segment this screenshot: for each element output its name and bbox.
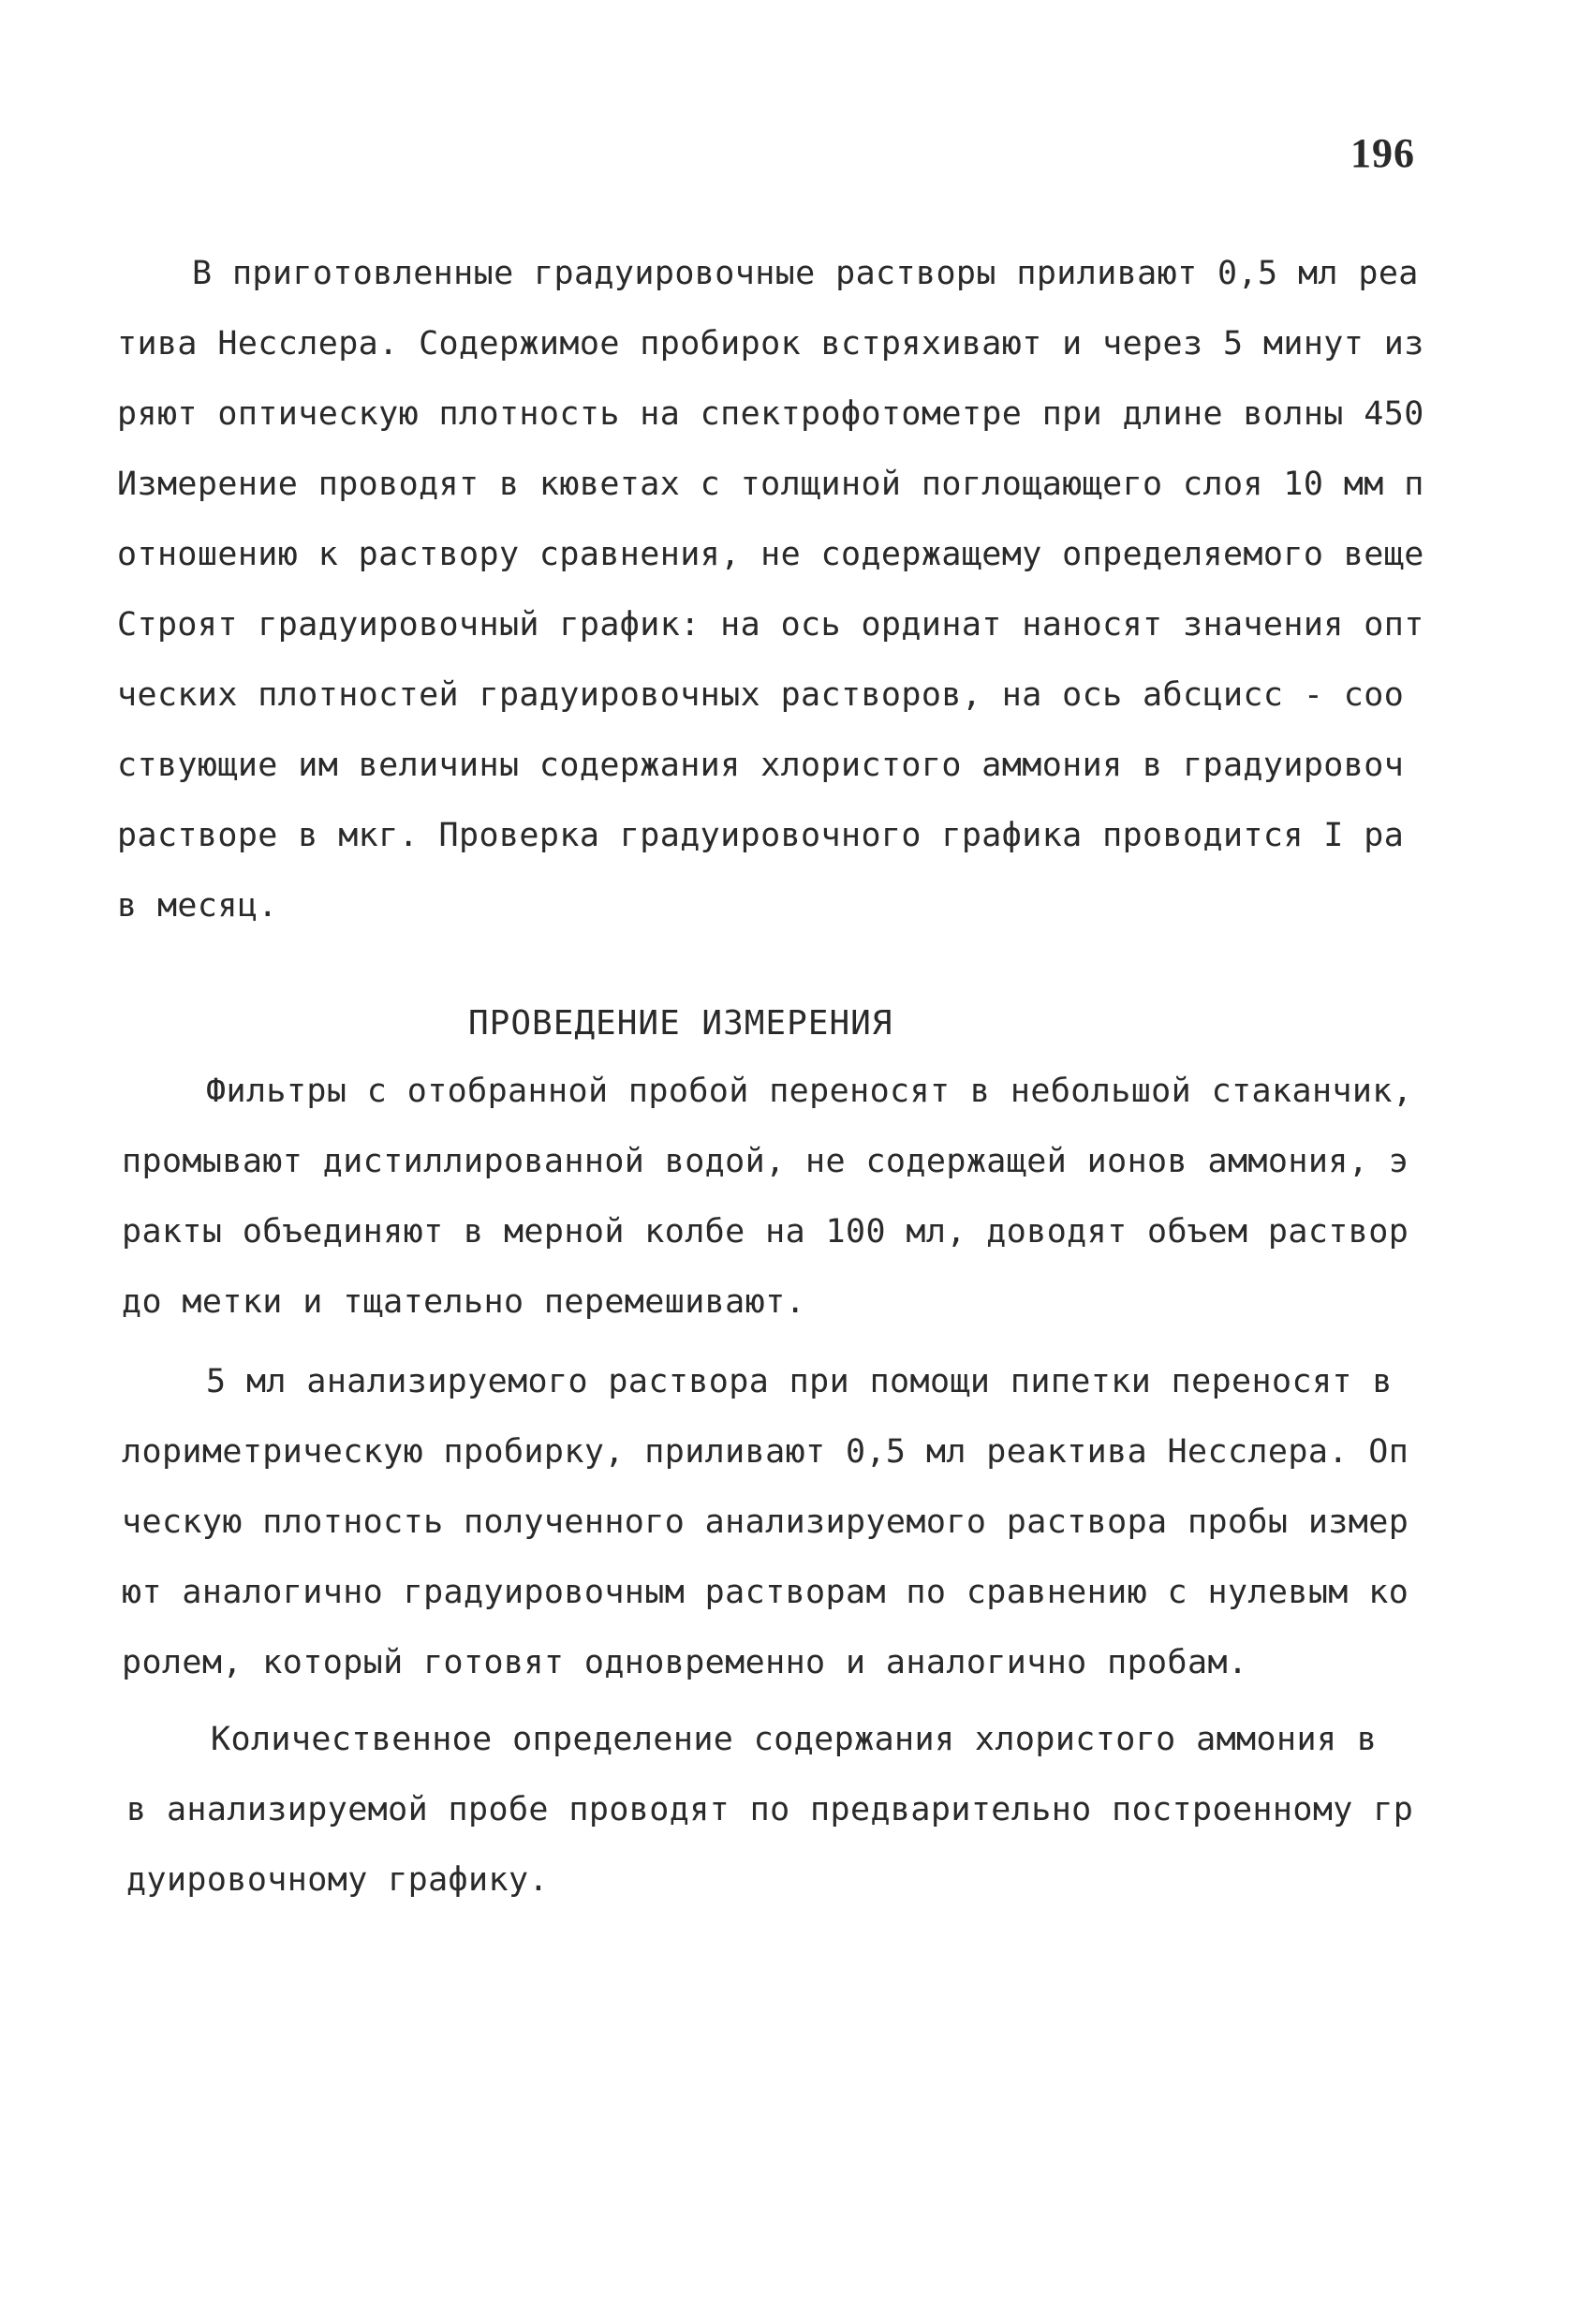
section-heading: ПРОВЕДЕНИЕ ИЗМЕРЕНИЯ [468, 1004, 893, 1043]
paragraph-3-line: 5 мл анализируемого раствора при помощи пипетки переносят в [206, 1363, 1393, 1400]
paragraph-1-line: ческих плотностей градуировочных растворов, на ось абсцисс - соо [117, 676, 1405, 714]
paragraph-2-line: промывают дистиллированной водой, не содержащей ионов аммония, э [122, 1143, 1409, 1180]
paragraph-1-line: тива Несслера. Содержимое пробирок встряхивают и через 5 минут из [117, 325, 1424, 363]
paragraph-1-line: Измерение проводят в кюветах с толщиной поглощающего слоя 10 мм п [117, 466, 1424, 503]
paragraph-3-line: лориметрическую пробирку, приливают 0,5 мл реактива Несслера. Оп [122, 1433, 1409, 1471]
paragraph-1-line: ряют оптическую плотность на спектрофотометре при длине волны 450 [117, 395, 1424, 433]
paragraph-2-line: Фильтры с отобранной пробой переносят в небольшой стаканчик, [206, 1073, 1413, 1110]
page-number: 196 [1350, 130, 1415, 176]
paragraph-4-line: Количественное определение содержания хлористого аммония в [211, 1721, 1378, 1758]
paragraph-4-line: дуировочному графику. [126, 1861, 549, 1899]
paragraph-1-line: ствующие им величины содержания хлористого аммония в градуировоч [117, 747, 1405, 784]
paragraph-1-line: В приготовленные градуировочные растворы приливают 0,5 мл реа [192, 255, 1419, 292]
paragraph-1-line: Строят градуировочный график: на ось ординат наносят значения опт [117, 606, 1424, 644]
paragraph-3-line: ют аналогично градуировочным растворам по сравнению с нулевым ко [122, 1574, 1409, 1611]
paragraph-2-line: до метки и тщательно перемешивают. [122, 1283, 806, 1321]
paragraph-3-line: ческую плотность полученного анализируемого раствора пробы измер [122, 1503, 1409, 1541]
paragraph-1-line: в месяц. [117, 887, 278, 925]
paragraph-3-line: ролем, который готовят одновременно и аналогично пробам. [122, 1644, 1248, 1681]
paragraph-1-line: отношению к раствору сравнения, не содержащему определяемого веще [117, 536, 1424, 573]
paragraph-4-line: в анализируемой пробе проводят по предварительно построенному гр [126, 1791, 1414, 1828]
paragraph-1-line: растворе в мкг. Проверка градуировочного графика проводится I ра [117, 817, 1405, 854]
paragraph-2-line: ракты объединяют в мерной колбе на 100 мл, доводят объем раствор [122, 1213, 1409, 1251]
